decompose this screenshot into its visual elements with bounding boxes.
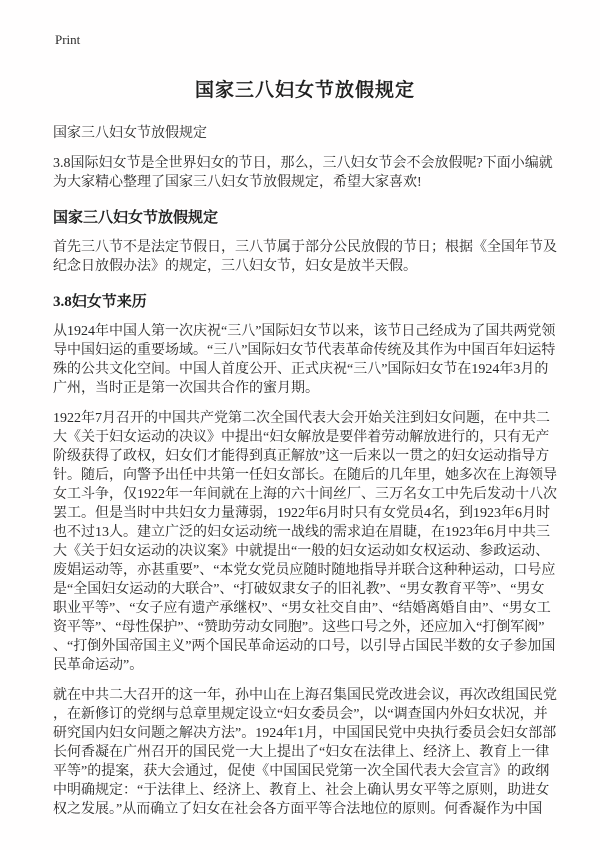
page-title: 国家三八妇女节放假规定 xyxy=(194,80,415,101)
print-button[interactable]: Print xyxy=(55,32,81,47)
holiday-rules-paragraph: 首先三八节不是法定节假日，三八节属于部分公民放假的节日；根据《全国年节及纪念日放假办法》的规定，三八妇女节，妇女是放半天假。 xyxy=(53,240,557,274)
intro-paragraph: 3.8国际妇女节是全世界妇女的节日，那么，三八妇女节会不会放假呢?下面小编就为大家精心整理了国家三八妇女节放假规定，希望大家喜欢! xyxy=(53,156,553,190)
section-heading-history: 3.8妇女节来历 xyxy=(53,294,147,310)
history-paragraph-2: 1922年7月召开的中国共产党第二次全国代表大会开始关注到妇女问题，在中共二大《关于妇女运动的决议》中提出“妇女解放是要伴着劳动解放进行的，只有无产阶级获得了政权，妇女们才能得到真正解放”这一后来以一贯之的妇女运动指导方针。随后，向警予出任中共第一任妇女部长。在随后的几年里，她多次在上海领导女工斗争，仅1922年一年间就在上海的六十间丝厂、三万名女工中先后发动十八次罢工。但是当时中共妇女力量薄弱，1922年6月时只有女党员4名，到1923年6月时也不过13人。建立广泛的妇女运动统一战线的需求迫在眉睫，在1923年6月中共三大《关于妇女运动的决议案》中就提出“一般的妇女运动如女权运动、参政运动、废娼运动等，亦甚重要”、“本党女党员应随时随地指导并联合这种种运动，口号应是“全国妇女运动的大联合”、“打破奴隶女子的旧礼教”、“男女教育平等”、“男女职业平等”、“女子应有遗产承继权”、“男女社交自由”、“结婚离婚自由”、“男女工资平等”、“母性保护”、“赞助劳动女同胞”。这些口号之外，还应加入“打倒军阀”、“打倒外国帝国主义”两个国民革命运动的口号，以引导占国民半数的女子参加国民革命运动”。 xyxy=(53,411,557,673)
history-paragraph-1: 从1924年中国人第一次庆祝“三八”国际妇女节以来，该节日己经成为了国共两党领导中国妇运的重要场域。“三八”国际妇女节代表革命传统及其作为中国百年妇运特殊的公共文化空间。中国人首度公开、正式庆祝“三八”国际妇女节在1924年3月的广州，当时正是第一次国共合作的蜜月期。 xyxy=(53,324,556,396)
article-subtitle: 国家三八妇女节放假规定 xyxy=(53,126,207,141)
section-heading-holiday-rules: 国家三八妇女节放假规定 xyxy=(53,210,219,226)
history-paragraph-3: 就在中共二大召开的这一年，孙中山在上海召集国民党改进会议，再次改组国民党，在新修订的党纲与总章里规定设立“妇女委员会”，以“调查国内外妇女状况，并研究国内妇女问题之解决方法”。1924年1月，中国国民党中央执行委员会妇女部部长何香凝在广州召开的国民党一大上提出了“妇女在法律上、经济上、教育上一律平等”的提案，获大会通过，促使《中国国民党第一次全国代表大会宣言》的政纲中明确规定：“于法律上、经济上、教育上、社会上确认男女平等之原则，助进女权之发展。”从而确立了妇女在社会各方面平等合法地位的原则。何香凝作为中国 xyxy=(53,688,557,817)
